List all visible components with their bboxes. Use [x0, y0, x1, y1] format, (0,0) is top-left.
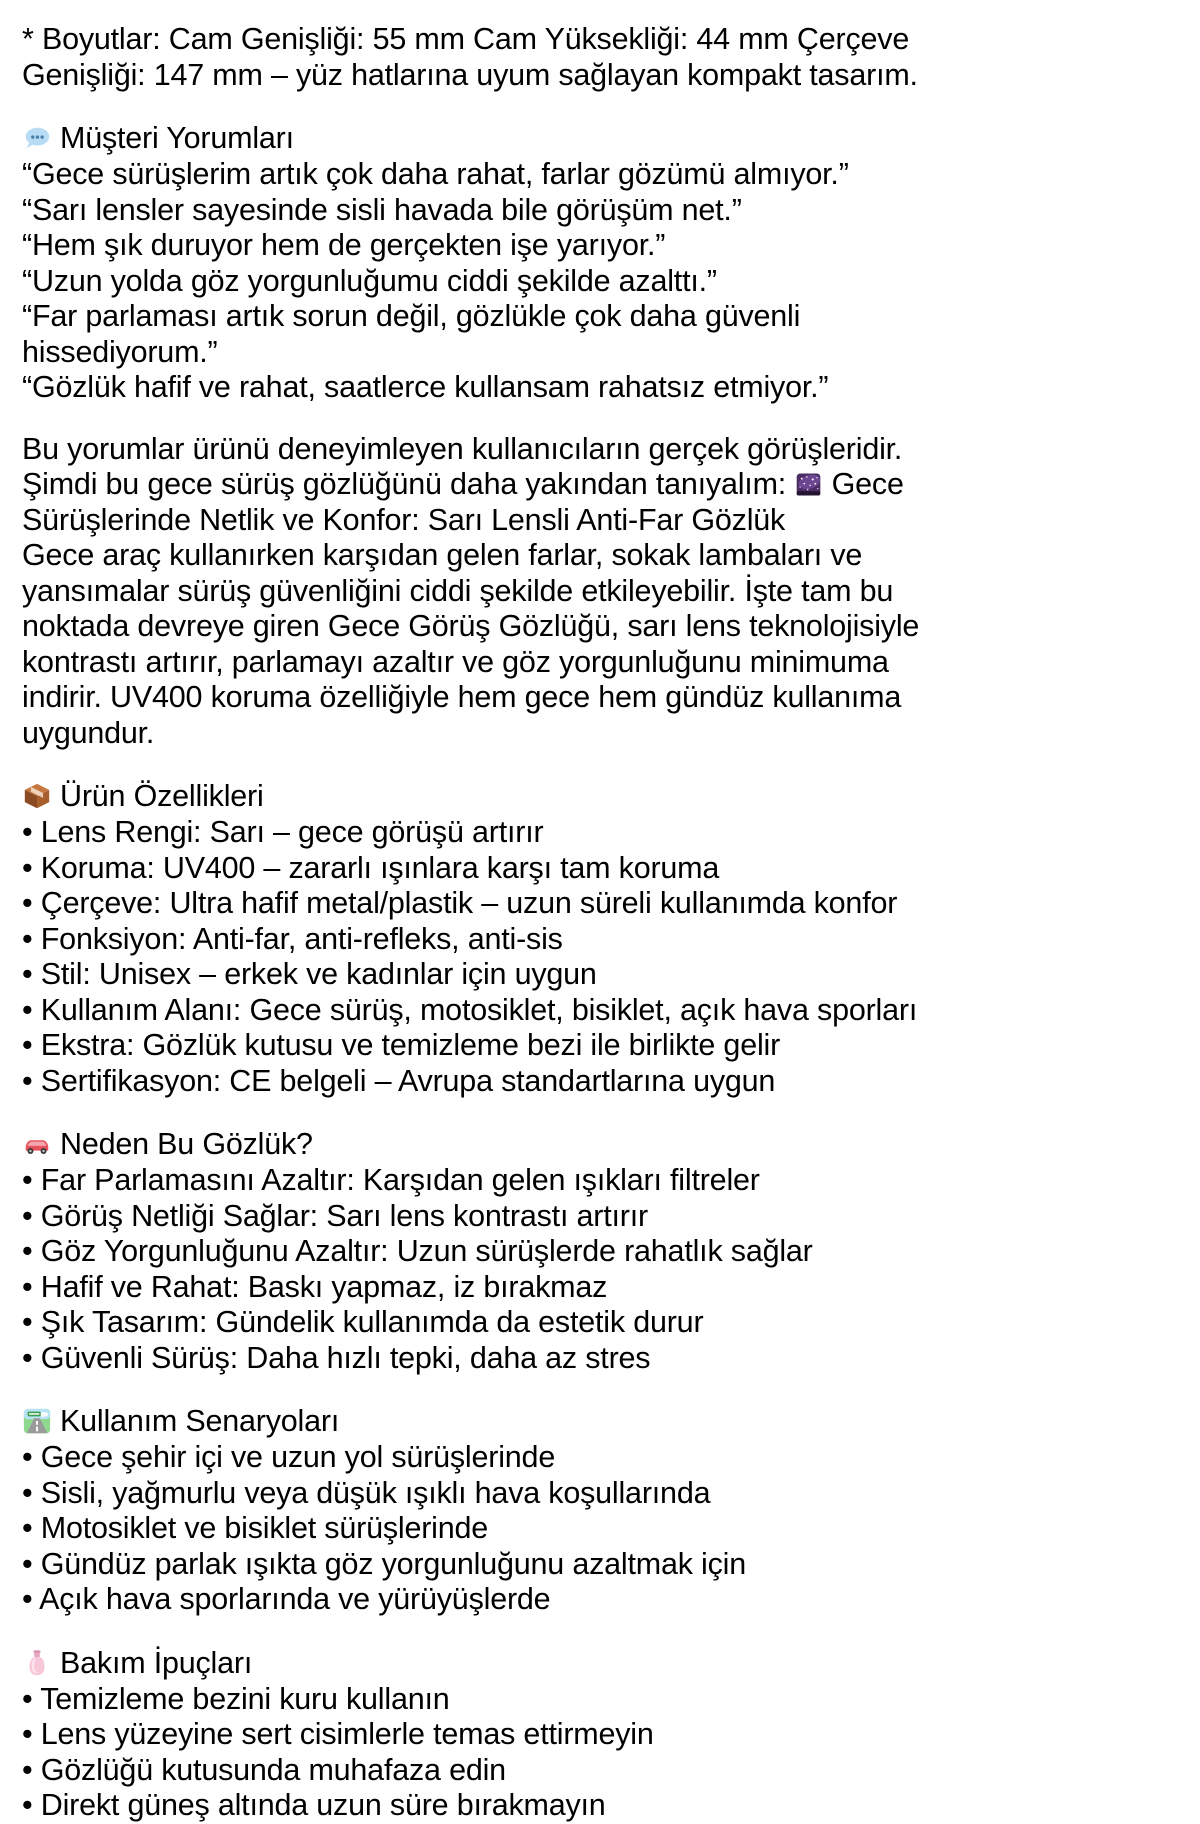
- why-item: • Görüş Netliği Sağlar: Sarı lens kontrastı artırır: [22, 1198, 648, 1233]
- intro-body-line: yansımalar sürüş güvenliğini ciddi şekilde etkileyebilir. İşte tam bu: [22, 573, 894, 608]
- care-item: • Gözlüğü kutusunda muhafaza edin: [22, 1752, 506, 1787]
- why-item: • Far Parlamasını Azaltır: Karşıdan gelen ışıkları filtreler: [22, 1163, 760, 1197]
- scenario-item: • Gece şehir içi ve uzun yol sürüşlerinde: [22, 1440, 556, 1474]
- feature-item: • Kullanım Alanı: Gece sürüş, motosiklet, bisiklet, açık hava sporları: [22, 992, 918, 1027]
- customer-reviews-heading: [22, 119, 1176, 157]
- why-heading-text: Neden Bu Gözlük?: [60, 1127, 313, 1161]
- intro-body-line: noktada devreye giren Gece Görüş Gözlüğü, sarı lens teknolojisiyle: [22, 609, 920, 643]
- intro-body-line: indirir. UV400 koruma özelliğiyle hem gece hem gündüz kullanıma: [22, 680, 902, 714]
- product-features-block: [22, 777, 1176, 1099]
- feature-item: • Ekstra: Gözlük kutusu ve temizleme bezi ile birlikte gelir: [22, 1028, 781, 1062]
- usage-scenarios-heading: [22, 1402, 1176, 1440]
- dimensions-line-2: Genişliği: 147 mm – yüz hatlarına uyum sağlayan kompakt tasarım.: [22, 57, 918, 92]
- milky-way-icon: [795, 471, 822, 498]
- care-tips-heading-text: Bakım İpuçları: [60, 1645, 253, 1680]
- review-quote: “Uzun yolda göz yorgunluğumu ciddi şekilde azalttı.”: [22, 263, 717, 298]
- care-tips-block: [22, 1644, 1176, 1824]
- why-block: [22, 1125, 1176, 1376]
- scenario-item: • Gündüz parlak ışıkta göz yorgunluğunu azaltmak için: [22, 1546, 747, 1581]
- feature-item: • Lens Rengi: Sarı – gece görüşü artırır: [22, 815, 544, 849]
- scenario-item: • Açık hava sporlarında ve yürüyüşlerde: [22, 1582, 551, 1616]
- motorway-icon: [22, 1406, 52, 1436]
- feature-item: • Koruma: UV400 – zararlı ışınlara karşı tam koruma: [22, 850, 720, 885]
- why-heading: [22, 1125, 1176, 1163]
- intro-paragraph-block: [22, 432, 1176, 752]
- dimensions-block: [22, 22, 1176, 93]
- care-item: • Temizleme bezini kuru kullanın: [22, 1681, 450, 1716]
- car-icon: [22, 1129, 52, 1159]
- intro-line-3: Sürüşlerinde Netlik ve Konfor: Sarı Lensli Anti-Far Gözlük: [22, 502, 786, 537]
- why-item: • Güvenli Sürüş: Daha hızlı tepki, daha az stres: [22, 1340, 651, 1375]
- usage-scenarios-block: [22, 1402, 1176, 1618]
- review-quote: “Sarı lensler sayesinde sisli havada bile görüşüm net.”: [22, 192, 742, 227]
- customer-reviews-heading-text: Müşteri Yorumları: [60, 121, 294, 155]
- review-quote: “Hem şık duruyor hem de gerçekten işe yarıyor.”: [22, 228, 666, 262]
- review-quote: “Far parlaması artık sorun değil, gözlükle çok daha güvenli: [22, 299, 801, 333]
- feature-item: • Çerçeve: Ultra hafif metal/plastik – uzun süreli kullanımda konfor: [22, 886, 898, 920]
- usage-scenarios-heading-text: Kullanım Senaryoları: [60, 1404, 340, 1438]
- why-item: • Hafif ve Rahat: Baskı yapmaz, iz bırakmaz: [22, 1269, 608, 1304]
- review-quote-continued: hissediyorum.”: [22, 334, 218, 369]
- care-tips-heading: [22, 1644, 1176, 1682]
- lotion-bottle-icon: [22, 1648, 52, 1678]
- dimensions-line-1: * Boyutlar: Cam Genişliği: 55 mm Cam Yüksekliği: 44 mm Çerçeve: [22, 22, 910, 56]
- review-quote: “Gözlük hafif ve rahat, saatlerce kullansam rahatsız etmiyor.”: [22, 370, 829, 404]
- review-quote: “Gece sürüşlerim artık çok daha rahat, farlar gözümü almıyor.”: [22, 157, 849, 191]
- product-features-heading-text: Ürün Özellikleri: [60, 779, 264, 813]
- intro-body-line: Gece araç kullanırken karşıdan gelen farlar, sokak lambaları ve: [22, 538, 863, 572]
- scenario-item: • Sisli, yağmurlu veya düşük ışıklı hava koşullarında: [22, 1475, 711, 1510]
- care-item: • Lens yüzeyine sert cisimlerle temas ettirmeyin: [22, 1717, 654, 1751]
- intro-body-line: kontrastı artırır, parlamayı azaltır ve göz yorgunluğunu minimuma: [22, 644, 889, 679]
- feature-item: • Fonksiyon: Anti-far, anti-refleks, anti-sis: [22, 921, 563, 956]
- package-icon: [22, 781, 52, 811]
- feature-item: • Stil: Unisex – erkek ve kadınlar için uygun: [22, 957, 597, 991]
- why-item: • Şık Tasarım: Gündelik kullanımda da estetik durur: [22, 1305, 704, 1339]
- intro-line-2-after: Gece: [823, 467, 904, 501]
- why-item: • Göz Yorgunluğunu Azaltır: Uzun sürüşlerde rahatlık sağlar: [22, 1234, 813, 1268]
- intro-line-2-before: Şimdi bu gece sürüş gözlüğünü daha yakından tanıyalım:: [22, 467, 795, 501]
- scenario-item: • Motosiklet ve bisiklet sürüşlerinde: [22, 1511, 489, 1545]
- care-item: • Direkt güneş altında uzun süre bırakmayın: [22, 1788, 606, 1822]
- feature-item: • Sertifikasyon: CE belgeli – Avrupa standartlarına uygun: [22, 1063, 776, 1098]
- speech-balloon-icon: [22, 123, 52, 153]
- product-features-heading: [22, 777, 1176, 815]
- customer-reviews-block: [22, 119, 1176, 406]
- intro-line-2: [22, 467, 1176, 503]
- intro-line-1: Bu yorumlar ürünü deneyimleyen kullanıcıların gerçek görüşleridir.: [22, 431, 903, 466]
- intro-body-line: uygundur.: [22, 715, 155, 750]
